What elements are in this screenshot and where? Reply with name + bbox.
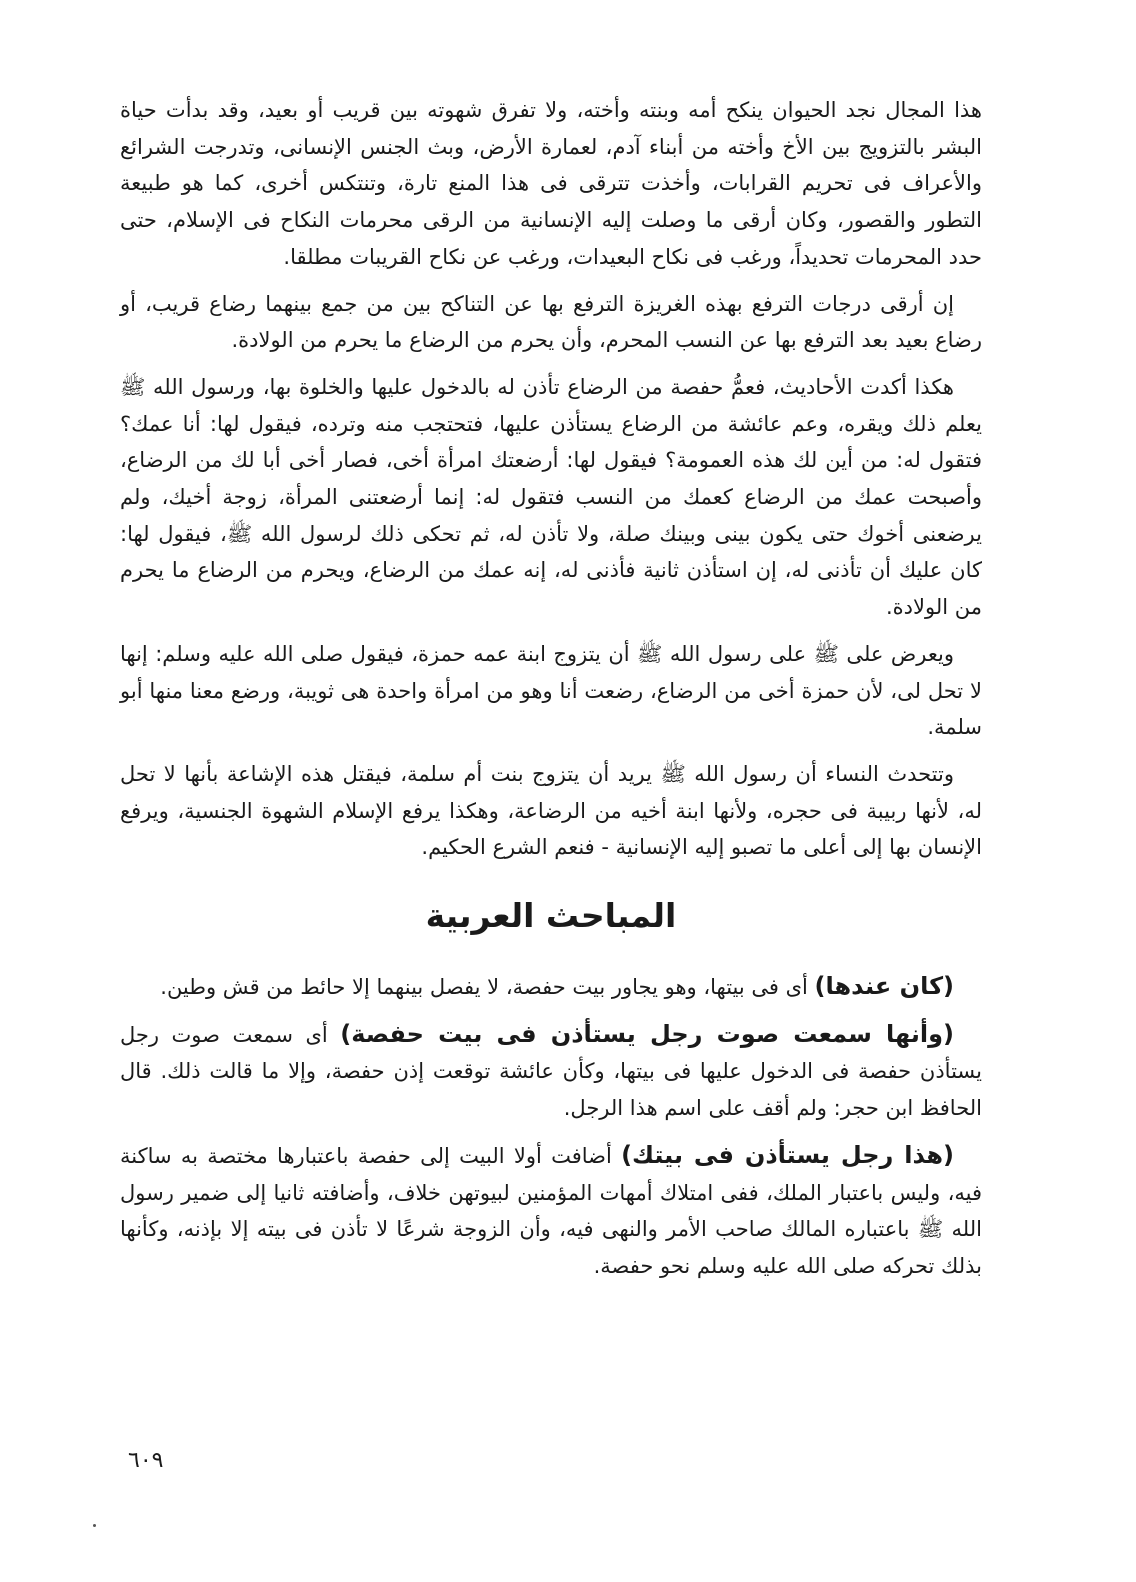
gloss-text: أى فى بيتها، وهو يجاور بيت حفصة، لا يفصل بينهما إلا حائط من قش وطين. [160, 975, 815, 1000]
scan-speck [93, 1524, 96, 1527]
gloss-samiat-sawt [120, 1016, 982, 1127]
section-heading: المباحث العربية [425, 896, 677, 936]
gloss-text: أضافت أولا البيت إلى حفصة باعتبارها مختصة به ساكنة فيه، وليس باعتبار الملك، ففى امتلاك أمهات المؤمنين لبيوتهن خلاف، وأضافته ثانيا إلى ضمير رسول الله ﷺ باعتباره المالك صاحب الأمر والنهى فيه، وأن الزوجة شرعًا لا تأذن فى بيته إلا بإذنه، وكأنها بذلك تحركه صلى الله عليه وسلم نحو حفصة. [120, 1143, 982, 1278]
page-number: ٦٠٩ [128, 1448, 164, 1473]
paragraph-hafsa-uncle: هكذا أكدت الأحاديث، فعمُّ حفصة من الرضاع تأذن له بالدخول عليها والخلوة بها، ورسول الله ﷺ يعلم ذلك ويقره، وعم عائشة من الرضاع يستأذن عليها، فتحتجب منه وترده، فيقول لها: أنا عمك؟ فتقول له: من أين لك هذه العمومة؟ فيقول لها: أرضعتك امرأة أخى، فصار أخى أبا لك من الرضاع، وأصبحت عمك من الرضاع كعمك من النسب فتقول له: إنما أرضعتنى المرأة، زوجة أخيك، ولم يرضعنى أخوك حتى يكون بينى وبينك صلة، ولا تأذن له، ثم تحكى ذلك لرسول الله ﷺ، فيقول لها: كان عليك أن تأذنى له، إن استأذن ثانية فأذنى له، إنه عمك من الرضاع، ويحرم من الرضاع ما يحرم من الولادة. [120, 374, 982, 620]
gloss-term: (هذا رجل يستأذن فى بيتك) [621, 1140, 954, 1169]
paragraph-animal-instinct: هذا المجال نجد الحيوان ينكح أمه وبنته وأخته، ولا تفرق شهوته بين قريب أو بعيد، وقد بدأت حياة البشر بالتزويج بين الأخ وأخته من أبناء آدم، لعمارة الأرض، وبث الجنس الإنسانى، وتدرجت الشرائع والأعراف فى تحريم القرابات، وأخذت تترقى فى هذا المنع تارة، وتنتكس أخرى، كما هو طبيعة التطور والقصور، وكان أرقى ما وصلت إليه الإنسانية من الرقى محرمات النكاح فى الإسلام، حتى حدد المحرمات تحديداً، ورغب فى نكاح البعيدات، ورغب عن نكاح القريبات مطلقا. [120, 98, 982, 269]
page-body [120, 92, 982, 1295]
paragraph-hamza-daughter: ويعرض على ﷺ على رسول الله ﷺ أن يتزوج ابنة عمه حمزة، فيقول صلى الله عليه وسلم: إنها لا تحل لى، لأن حمزة أخى من الرضاع، رضعت أنا وهو من امرأة واحدة هى ثويبة، ورضع معنا منها أبو سلمة. [120, 641, 982, 740]
gloss-kana-indaha [120, 968, 982, 1006]
paragraph-highest-degree: إن أرقى درجات الترفع بهذه الغريزة الترفع بها عن التناكح بين من جمع بينهما رضاع قريب، أو رضاع بعيد بعد الترفع بها عن النسب المحرم، وأن يحرم من الرضاع ما يحرم من الولادة. [120, 291, 982, 353]
gloss-rajul-yastadhin [120, 1137, 982, 1285]
paragraph-umm-salama: وتتحدث النساء أن رسول الله ﷺ يريد أن يتزوج بنت أم سلمة، فيقتل هذه الإشاعة بأنها لا تحل له، لأنها ربيبة فى حجره، ولأنها ابنة أخيه من الرضاعة، وهكذا يرفع الإسلام الشهوة الجنسية، ويرفع الإنسان بها إلى أعلى ما تصبو إليه الإنسانية - فنعم الشرع الحكيم. [120, 761, 982, 860]
gloss-text: أى سمعت صوت رجل يستأذن حفصة فى الدخول عليها فى بيتها، وكأن عائشة توقعت إذن حفصة، وإلا ما قالت ذلك. قال الحافظ ابن حجر: ولم أقف على اسم هذا الرجل. [120, 1022, 982, 1121]
gloss-term: (وأنها سمعت صوت رجل يستأذن فى بيت حفصة) [340, 1019, 955, 1048]
gloss-term: (كان عندها) [814, 972, 954, 1001]
